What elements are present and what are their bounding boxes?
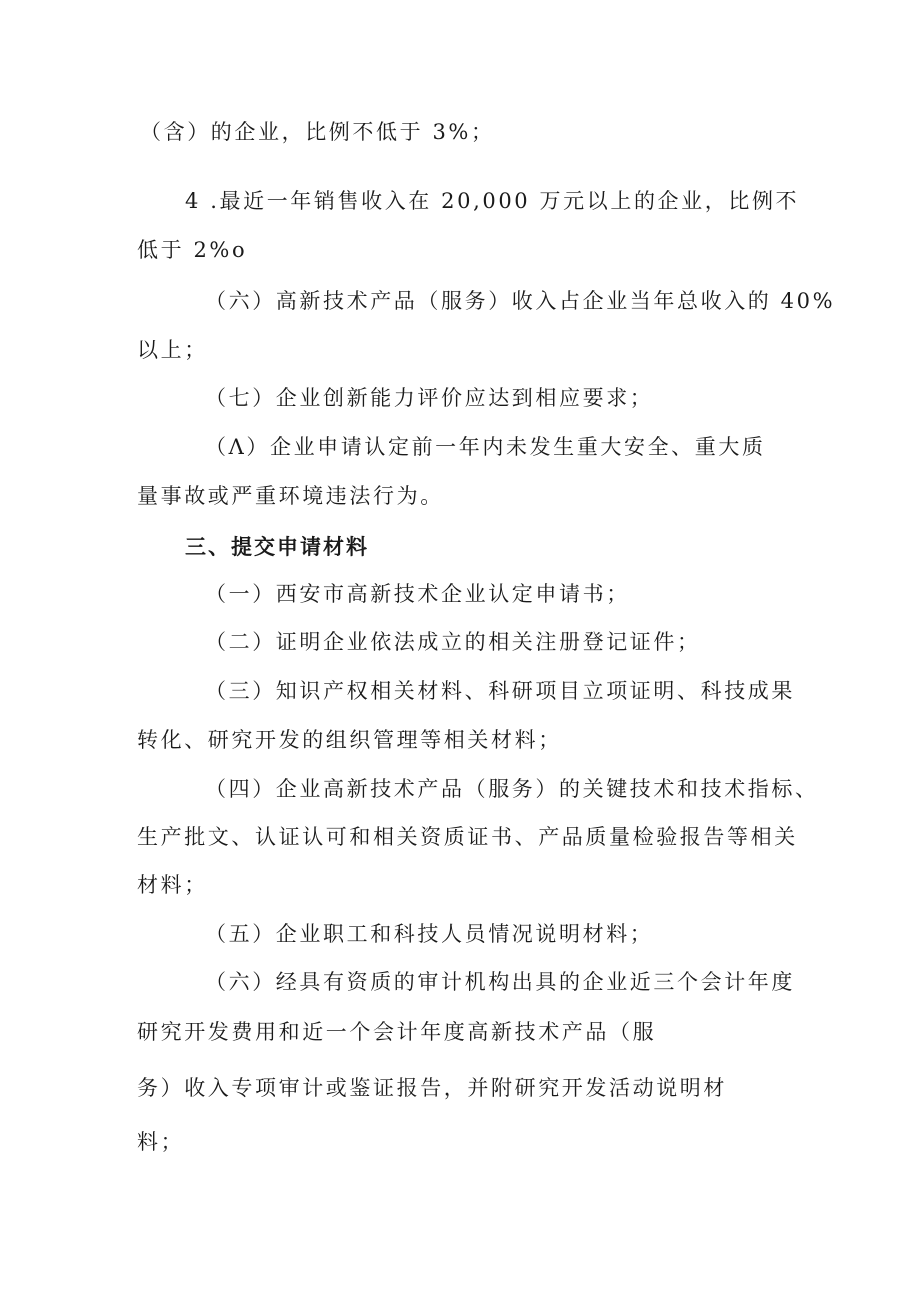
- material-item-1: （一）西安市高新技术企业认定申请书；: [205, 582, 630, 606]
- material-item-4: 材料；: [137, 873, 208, 897]
- material-item-2: （二）证明企业依法成立的相关注册登记证件；: [205, 630, 701, 654]
- section-heading: 三、提交申请材料: [185, 535, 369, 559]
- material-item-6: （六）经具有资质的审计机构出具的企业近三个会计年度: [205, 970, 795, 994]
- material-item-6: 料；: [137, 1130, 185, 1154]
- material-item-6: 务）收入专项审计或鉴证报告，并附研究开发活动说明材: [137, 1076, 727, 1100]
- item-eight-line: 量事故或严重环境违法行为。: [137, 484, 444, 508]
- item-six-line: （六）高新技术产品（服务）收入占企业当年总收入的 40%: [205, 289, 836, 313]
- material-item-5: （五）企业职工和科技人员情况说明材料；: [205, 922, 654, 946]
- item-six-line: 以上；: [137, 338, 208, 362]
- material-item-3: （三）知识产权相关材料、科研项目立项证明、科技成果: [205, 679, 795, 703]
- item-eight-line: （Λ）企业申请认定前一年内未发生重大安全、重大质: [205, 435, 766, 459]
- material-item-3: 转化、研究开发的组织管理等相关材料；: [137, 728, 562, 752]
- list-item-4-line: 低于 2%o: [137, 238, 248, 262]
- material-item-4: （四）企业高新技术产品（服务）的关键技术和技术指标、: [205, 777, 819, 801]
- paragraph-line: （含）的企业，比例不低于 3%；: [140, 120, 495, 144]
- material-item-6: 研究开发费用和近一个会计年度高新技术产品（服: [137, 1020, 657, 1044]
- item-seven-line: （七）企业创新能力评价应达到相应要求；: [205, 386, 654, 410]
- material-item-4: 生产批文、认证认可和相关资质证书、产品质量检验报告等相关: [137, 825, 798, 849]
- list-item-4-line: 4 .最近一年销售收入在 20,000 万元以上的企业，比例不: [185, 189, 800, 213]
